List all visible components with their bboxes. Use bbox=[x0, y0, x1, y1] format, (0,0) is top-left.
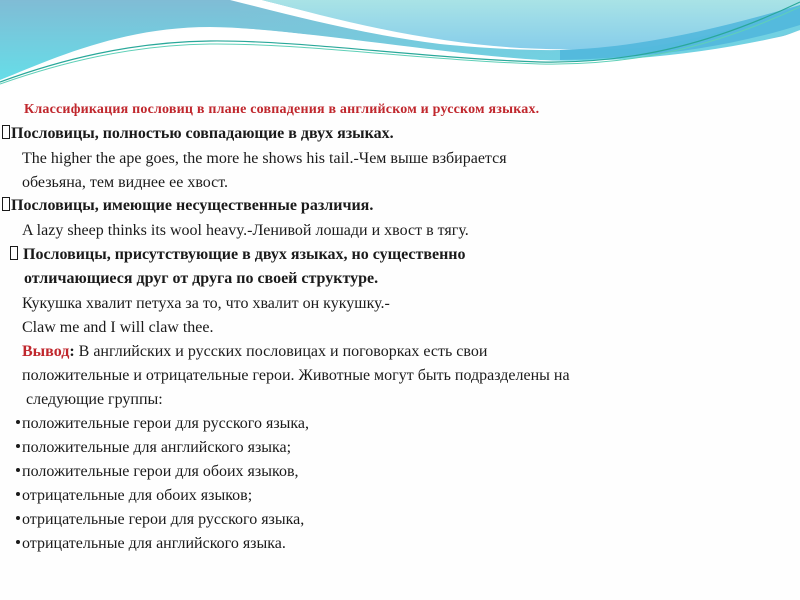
section-1-example-line-1: The higher the ape goes, the more he shows his tail.-Чем выше взбирается bbox=[22, 150, 507, 167]
bullet-dot-icon bbox=[16, 444, 20, 448]
section-3-heading bbox=[10, 245, 466, 265]
section-1-example-line-2: обезьяна, тем виднее ее хвост. bbox=[22, 174, 229, 191]
section-1-heading bbox=[2, 124, 394, 144]
bullet-dot-icon bbox=[16, 468, 20, 472]
section-2-example-line-1: A lazy sheep thinks its wool heavy.-Ленивой лошади и хвост в тягу. bbox=[22, 222, 469, 239]
conclusion-line-1 bbox=[22, 342, 487, 362]
missing-glyph-bullet-icon bbox=[10, 246, 18, 260]
section-3-heading-text-2: отличающиеся друг от друга по своей структуре. bbox=[24, 270, 379, 287]
bullet-dot-icon bbox=[16, 420, 20, 424]
group-item-2 bbox=[16, 438, 291, 458]
section-1-heading-text: Пословицы, полностью совпадающие в двух языках. bbox=[11, 125, 394, 142]
group-item-3 bbox=[16, 462, 299, 482]
group-item-1 bbox=[16, 414, 309, 434]
section-3-example-line-1: Кукушка хвалит петуха за то, что хвалит он кукушку.- bbox=[22, 295, 390, 312]
bullet-dot-icon bbox=[16, 492, 20, 496]
section-2-heading-text: Пословицы, имеющие несущественные различия. bbox=[11, 197, 374, 214]
conclusion-label: Вывод bbox=[22, 343, 70, 360]
group-item-6-text: отрицательные для английского языка. bbox=[22, 535, 286, 552]
group-item-1-text: положительные герои для русского языка, bbox=[22, 415, 310, 432]
conclusion-colon: : bbox=[69, 343, 75, 360]
conclusion-line-2: положительные и отрицательные герои. Животные могут быть подразделены на bbox=[22, 367, 570, 384]
group-item-4-text: отрицательные для обоих языков; bbox=[22, 487, 253, 504]
group-item-2-text: положительные для английского языка; bbox=[22, 439, 292, 456]
missing-glyph-bullet-icon bbox=[2, 125, 10, 139]
missing-glyph-bullet-icon bbox=[2, 197, 10, 211]
group-item-4 bbox=[16, 486, 252, 506]
conclusion-text-1: В английских и русских пословицах и поговорках есть свои bbox=[74, 343, 488, 360]
group-item-5 bbox=[16, 510, 304, 530]
group-item-3-text: положительные герои для обоих языков, bbox=[22, 463, 299, 480]
bullet-dot-icon bbox=[16, 516, 20, 520]
group-item-5-text: отрицательные герои для русского языка, bbox=[22, 511, 305, 528]
section-2-heading bbox=[2, 196, 373, 216]
bullet-dot-icon bbox=[16, 540, 20, 544]
section-3-example-line-2: Claw me and I will claw thee. bbox=[22, 319, 214, 336]
slide-title: Классификация пословиц в плане совпадения в английском и русском языках. bbox=[24, 102, 540, 117]
section-3-heading-text-1: Пословицы, присутствующие в двух языках, но существенно bbox=[23, 246, 466, 263]
conclusion-line-3: следующие группы: bbox=[26, 391, 163, 408]
group-item-6 bbox=[16, 534, 286, 554]
